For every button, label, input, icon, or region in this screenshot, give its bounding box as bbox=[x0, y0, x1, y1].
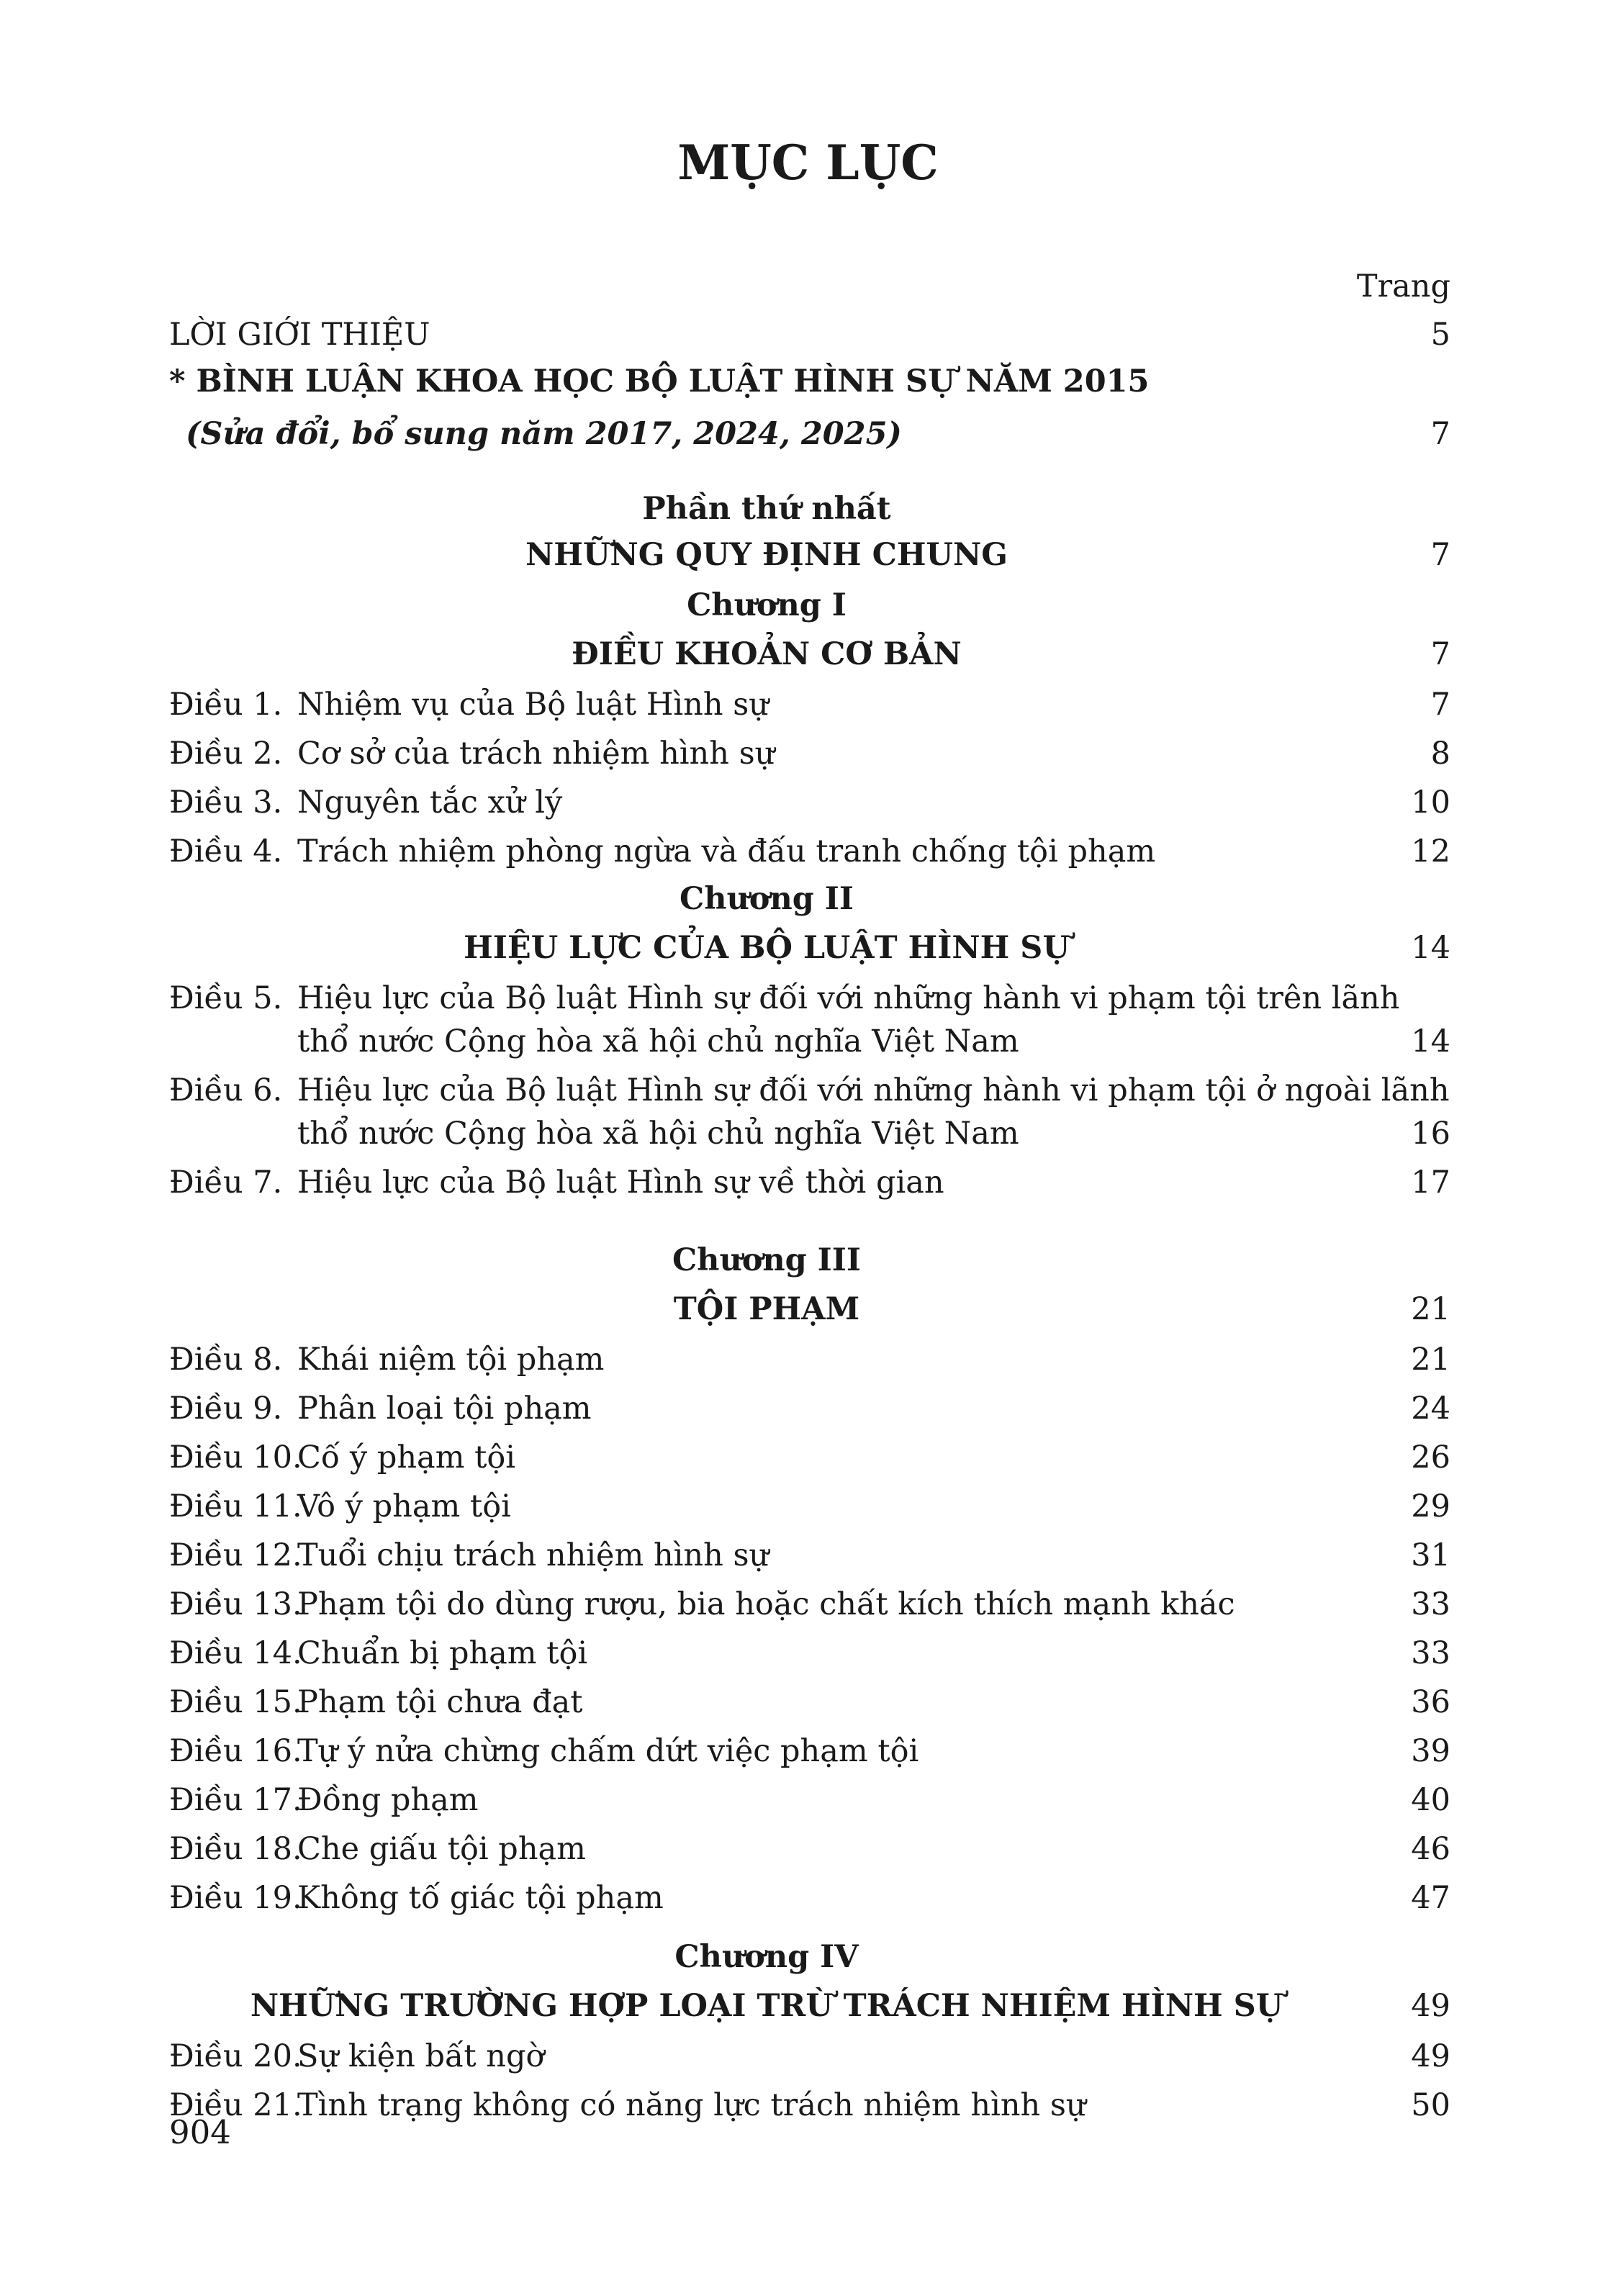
chapter-title: NHỮNG TRƯỜNG HỢP LOẠI TRỪ TRÁCH NHIỆM HÌNH SỰ bbox=[250, 1988, 1283, 2024]
toc-article-row bbox=[0, 1874, 1616, 1922]
article-title: Chuẩn bị phạm tội bbox=[297, 1635, 588, 1671]
toc-article-row bbox=[0, 2033, 1616, 2080]
article-page: 39 bbox=[1411, 1733, 1450, 1769]
article-page: 31 bbox=[1411, 1537, 1450, 1573]
toc-article-row bbox=[0, 681, 1616, 728]
article-title: Phạm tội chưa đạt bbox=[297, 1684, 583, 1720]
article-title: Hiệu lực của Bộ luật Hình sự đối với những hành vi phạm tội ở ngoài lãnh bbox=[297, 1072, 1450, 1108]
article-title: Trách nhiệm phòng ngừa và đấu tranh chống tội phạm bbox=[297, 833, 1156, 869]
toc-article-row bbox=[0, 1483, 1616, 1530]
page-title: MỤC LỤC bbox=[677, 135, 939, 191]
chapter-title-line bbox=[0, 1285, 1616, 1333]
article-number: Điều 17. bbox=[169, 1782, 302, 1818]
article-title: Không tố giác tội phạm bbox=[297, 1880, 664, 1916]
article-number: Điều 7. bbox=[169, 1165, 283, 1201]
article-number: Điều 21. bbox=[169, 2087, 302, 2123]
article-number: Điều 20. bbox=[169, 2038, 302, 2074]
chapter-label: Chương II bbox=[680, 881, 854, 917]
article-number: Điều 6. bbox=[169, 1072, 283, 1108]
article-number: Điều 8. bbox=[169, 1342, 283, 1378]
article-number: Điều 5. bbox=[169, 980, 283, 1016]
chapter-label-line bbox=[0, 582, 1616, 629]
article-title: Phân loại tội phạm bbox=[297, 1391, 592, 1427]
article-number: Điều 14. bbox=[169, 1635, 302, 1671]
article-title: thổ nước Cộng hòa xã hội chủ nghĩa Việt Nam bbox=[297, 1023, 1019, 1059]
article-page: 8 bbox=[1430, 736, 1450, 772]
chapter-title: TỘI PHẠM bbox=[673, 1291, 860, 1327]
toc-commentary-label: * BÌNH LUẬN KHOA HỌC BỘ LUẬT HÌNH SỰ NĂM 2015 bbox=[169, 363, 1150, 399]
article-page: 14 bbox=[1411, 1023, 1450, 1059]
chapter-title: HIỆU LỰC CỦA BỘ LUẬT HÌNH SỰ bbox=[464, 930, 1070, 966]
article-page: 21 bbox=[1411, 1342, 1450, 1378]
toc-article-row bbox=[0, 730, 1616, 777]
article-page: 50 bbox=[1411, 2087, 1450, 2123]
chapter-label-line bbox=[0, 875, 1616, 923]
article-number: Điều 1. bbox=[169, 687, 283, 723]
article-number: Điều 4. bbox=[169, 833, 283, 869]
toc-part-title-line bbox=[0, 531, 1616, 579]
article-page: 16 bbox=[1411, 1116, 1450, 1152]
article-title: thổ nước Cộng hòa xã hội chủ nghĩa Việt Nam bbox=[297, 1116, 1019, 1152]
toc-commentary-page: 7 bbox=[1430, 416, 1450, 452]
toc-article-row bbox=[0, 1581, 1616, 1628]
article-title: Tình trạng không có năng lực trách nhiệm hình sự bbox=[297, 2087, 1086, 2123]
toc-intro-page: 5 bbox=[1430, 317, 1450, 353]
toc-article-row bbox=[0, 1776, 1616, 1824]
chapter-label: Chương III bbox=[672, 1242, 862, 1278]
toc-article-row bbox=[0, 1727, 1616, 1775]
article-number: Điều 16. bbox=[169, 1733, 302, 1769]
article-page: 26 bbox=[1411, 1439, 1450, 1475]
article-title: Tuổi chịu trách nhiệm hình sự bbox=[297, 1537, 769, 1573]
article-title: Tự ý nửa chừng chấm dứt việc phạm tội bbox=[297, 1733, 919, 1769]
article-number: Điều 15. bbox=[169, 1684, 302, 1720]
toc-article-row bbox=[0, 1110, 1616, 1157]
toc-article-row bbox=[0, 2082, 1616, 2129]
toc-article-row bbox=[0, 1159, 1616, 1206]
toc-article-row bbox=[0, 828, 1616, 875]
chapter-label-line bbox=[0, 1933, 1616, 1981]
article-number: Điều 18. bbox=[169, 1831, 302, 1867]
article-number: Điều 9. bbox=[169, 1391, 283, 1427]
toc-part-label-line bbox=[0, 485, 1616, 533]
toc-part-page: 7 bbox=[1430, 537, 1450, 573]
chapter-page: 49 bbox=[1411, 1988, 1450, 2024]
article-number: Điều 13. bbox=[169, 1586, 302, 1622]
article-title: Hiệu lực của Bộ luật Hình sự đối với những hành vi phạm tội trên lãnh bbox=[297, 980, 1400, 1016]
article-page: 47 bbox=[1411, 1880, 1450, 1916]
toc-article-row bbox=[0, 1385, 1616, 1432]
article-title: Cố ý phạm tội bbox=[297, 1439, 516, 1475]
article-title: Hiệu lực của Bộ luật Hình sự về thời gian bbox=[297, 1165, 944, 1201]
article-page: 46 bbox=[1411, 1831, 1450, 1867]
toc-part-title: NHỮNG QUY ĐỊNH CHUNG bbox=[525, 537, 1008, 573]
article-title: Che giấu tội phạm bbox=[297, 1831, 586, 1867]
toc-article-row bbox=[0, 1434, 1616, 1481]
chapter-title-line bbox=[0, 631, 1616, 678]
chapter-label-line bbox=[0, 1237, 1616, 1284]
article-page: 12 bbox=[1411, 833, 1450, 869]
toc-article-row bbox=[0, 1018, 1616, 1065]
toc-commentary bbox=[0, 358, 1616, 405]
article-number: Điều 2. bbox=[169, 736, 283, 772]
chapter-page: 14 bbox=[1411, 930, 1450, 966]
article-page: 24 bbox=[1411, 1391, 1450, 1427]
toc-commentary-subtitle: (Sửa đổi, bổ sung năm 2017, 2024, 2025) bbox=[186, 416, 902, 452]
toc-article-row bbox=[0, 1630, 1616, 1677]
article-title: Phạm tội do dùng rượu, bia hoặc chất kích thích mạnh khác bbox=[297, 1586, 1235, 1622]
toc-part-label: Phần thứ nhất bbox=[642, 491, 891, 527]
article-page: 40 bbox=[1411, 1782, 1450, 1818]
chapter-label: Chương IV bbox=[674, 1939, 859, 1975]
article-title: Cơ sở của trách nhiệm hình sự bbox=[297, 736, 775, 772]
chapter-page: 21 bbox=[1411, 1291, 1450, 1327]
toc-article-row bbox=[0, 779, 1616, 826]
toc-article-row bbox=[0, 1336, 1616, 1383]
article-number: Điều 3. bbox=[169, 785, 283, 821]
article-page: 49 bbox=[1411, 2038, 1450, 2074]
article-title: Vô ý phạm tội bbox=[297, 1488, 511, 1524]
toc-article-row bbox=[0, 1067, 1616, 1114]
chapter-title-line bbox=[0, 924, 1616, 972]
toc-article-row bbox=[0, 1825, 1616, 1873]
chapter-title: ĐIỀU KHOẢN CƠ BẢN bbox=[572, 636, 962, 672]
article-number: Điều 19. bbox=[169, 1880, 302, 1916]
article-title: Đồng phạm bbox=[297, 1782, 479, 1818]
article-page: 33 bbox=[1411, 1586, 1450, 1622]
toc-intro-label: LỜI GIỚI THIỆU bbox=[169, 317, 430, 353]
article-page: 10 bbox=[1411, 785, 1450, 821]
article-number: Điều 11. bbox=[169, 1488, 302, 1524]
toc-intro bbox=[0, 311, 1616, 358]
footer-page-number: 904 bbox=[169, 2113, 231, 2151]
article-title: Nhiệm vụ của Bộ luật Hình sự bbox=[297, 687, 769, 723]
article-page: 36 bbox=[1411, 1684, 1450, 1720]
article-page: 33 bbox=[1411, 1635, 1450, 1671]
toc-commentary-subtitle-line bbox=[0, 410, 1616, 458]
chapter-title-line bbox=[0, 1982, 1616, 2030]
toc-article-row bbox=[0, 1532, 1616, 1579]
chapter-page: 7 bbox=[1430, 636, 1450, 672]
article-page: 17 bbox=[1411, 1165, 1450, 1201]
article-number: Điều 12. bbox=[169, 1537, 302, 1573]
toc-article-row bbox=[0, 975, 1616, 1022]
article-title: Nguyên tắc xử lý bbox=[297, 785, 563, 821]
article-title: Sự kiện bất ngờ bbox=[297, 2038, 545, 2074]
article-title: Khái niệm tội phạm bbox=[297, 1342, 605, 1378]
article-number: Điều 10. bbox=[169, 1439, 302, 1475]
article-page: 7 bbox=[1430, 687, 1450, 723]
page-column-header: Trang bbox=[1356, 268, 1450, 304]
article-page: 29 bbox=[1411, 1488, 1450, 1524]
toc-article-row bbox=[0, 1678, 1616, 1726]
chapter-label: Chương I bbox=[687, 587, 847, 623]
